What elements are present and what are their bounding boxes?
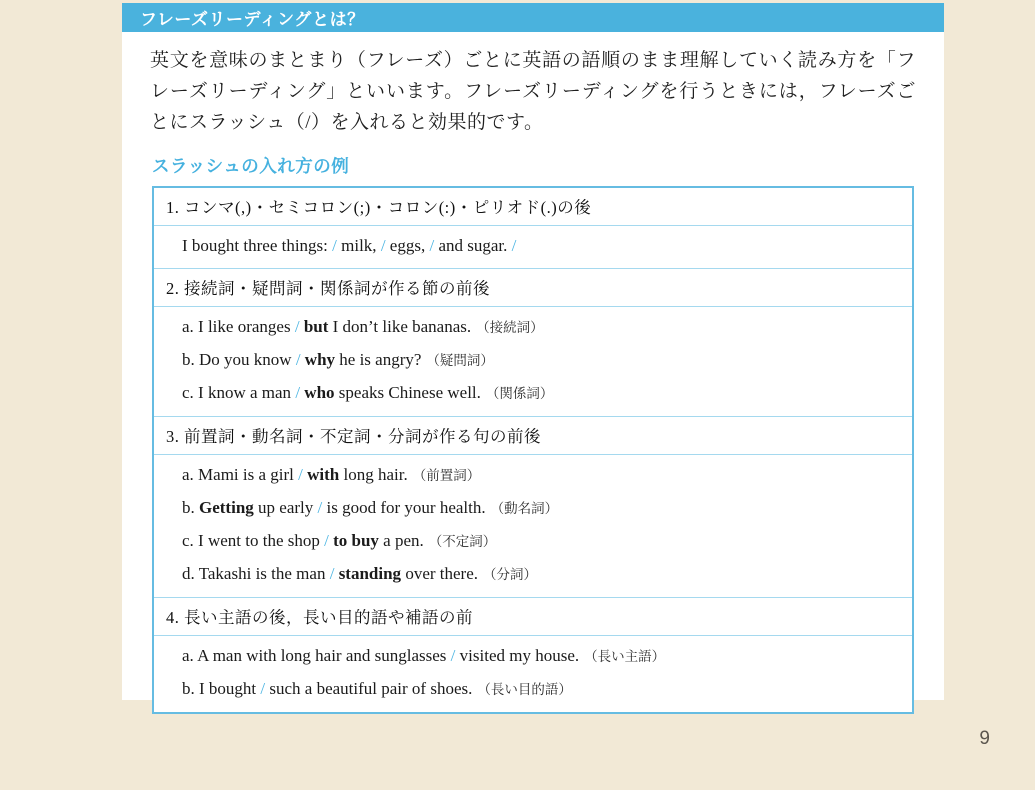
example-row <box>154 636 912 712</box>
sentence-text: d. Takashi is the man <box>182 564 326 583</box>
example-sentence <box>182 377 902 410</box>
section-header-bar <box>122 3 944 32</box>
phrase-slash: / <box>325 564 339 583</box>
sentence-text: a. Mami is a girl <box>182 465 294 484</box>
phrase-slash: / <box>376 236 390 255</box>
phrase-slash: / <box>507 236 517 255</box>
sentence-text: Getting <box>199 498 254 517</box>
sentence-text: such a beautiful pair of shoes. <box>269 679 473 698</box>
sentence-text: I bought three things: <box>182 236 328 255</box>
content-panel <box>122 3 944 700</box>
sentence-text: a pen. <box>378 531 424 550</box>
grammar-note: （接続詞） <box>476 320 544 335</box>
example-row <box>154 226 912 269</box>
rules-table <box>152 186 914 714</box>
grammar-note: （不定詞） <box>428 534 497 549</box>
sentence-text: he is angry? <box>335 350 422 369</box>
sentence-text: speaks Chinese well. <box>334 383 481 402</box>
sentence-text: b. Do you know <box>182 350 292 369</box>
sentence-text: a. I like oranges <box>182 317 291 336</box>
phrase-slash: / <box>293 465 308 484</box>
example-sentence <box>182 640 902 673</box>
example-sentence <box>182 230 902 262</box>
page-number: 9 <box>979 728 990 749</box>
sentence-text: who <box>304 383 335 402</box>
sentence-text: and sugar. <box>438 236 508 255</box>
example-sentence <box>182 558 902 591</box>
rule-header: 4. 長い主語の後，長い目的語や補語の前 <box>154 598 912 636</box>
sentence-text: b. I bought <box>182 679 257 698</box>
sentence-text: b. <box>182 498 199 517</box>
example-sentence <box>182 344 902 377</box>
intro-paragraph: 英文を意味のまとまり（フレーズ）ごとに英語の語順のまま理解していく読み方を「フレーズリーディング」といいます。フレーズリーディングを行うときには，フレーズごとにスラッシュ（/）を入れると効果的です。 <box>150 50 916 133</box>
sentence-text: is good for your health. <box>326 498 486 517</box>
grammar-note: （長い主語） <box>584 649 666 664</box>
sentence-text: but <box>303 317 329 336</box>
phrase-slash: / <box>291 350 305 369</box>
grammar-note: （疑問詞） <box>426 353 494 368</box>
example-sentence <box>182 311 902 344</box>
grammar-note: （分詞） <box>483 567 537 582</box>
phrase-slash: / <box>290 317 304 336</box>
phrase-slash: / <box>313 498 327 517</box>
sentence-text: milk, <box>341 236 377 255</box>
sentence-text: a. A man with long hair and sunglasses <box>182 646 447 665</box>
phrase-slash: / <box>425 236 439 255</box>
sentence-text: I don’t like bananas. <box>328 317 472 336</box>
rule-header: 3. 前置詞・動名詞・不定詞・分詞が作る句の前後 <box>154 417 912 455</box>
sentence-text: long hair. <box>339 465 408 484</box>
grammar-note: （動名詞） <box>490 501 559 516</box>
example-row <box>154 455 912 598</box>
example-sentence <box>182 459 902 492</box>
phrase-slash: / <box>446 646 460 665</box>
sentence-text: visited my house. <box>459 646 580 665</box>
phrase-slash: / <box>256 679 270 698</box>
sentence-text: c. I went to the shop <box>182 531 320 550</box>
section-header-title: フレーズリーディングとは？ <box>140 10 365 29</box>
sentence-text: standing <box>338 564 402 583</box>
sentence-text: over there. <box>401 564 478 583</box>
example-row <box>154 307 912 417</box>
subsection-title: スラッシュの入れ方の例 <box>152 156 350 176</box>
sentence-text: up early <box>253 498 314 517</box>
grammar-note: （前置詞） <box>412 468 481 483</box>
grammar-note: （関係詞） <box>485 386 554 401</box>
sentence-text: eggs, <box>389 236 426 255</box>
sentence-text: with <box>307 465 340 484</box>
phrase-slash: / <box>291 383 305 402</box>
rule-header: 1. コンマ(,)・セミコロン(;)・コロン(:)・ピリオド(.)の後 <box>154 188 912 226</box>
sentence-text: c. I know a man <box>182 383 292 402</box>
phrase-slash: / <box>319 531 334 550</box>
rule-header: 2. 接続詞・疑問詞・関係詞が作る節の前後 <box>154 269 912 307</box>
sentence-text: why <box>304 350 336 369</box>
example-sentence <box>182 525 902 558</box>
phrase-slash: / <box>327 236 342 255</box>
body-area <box>122 32 944 714</box>
sentence-text: to buy <box>333 531 379 550</box>
example-sentence <box>182 492 902 525</box>
grammar-note: （長い目的語） <box>477 682 572 697</box>
example-sentence <box>182 673 902 706</box>
